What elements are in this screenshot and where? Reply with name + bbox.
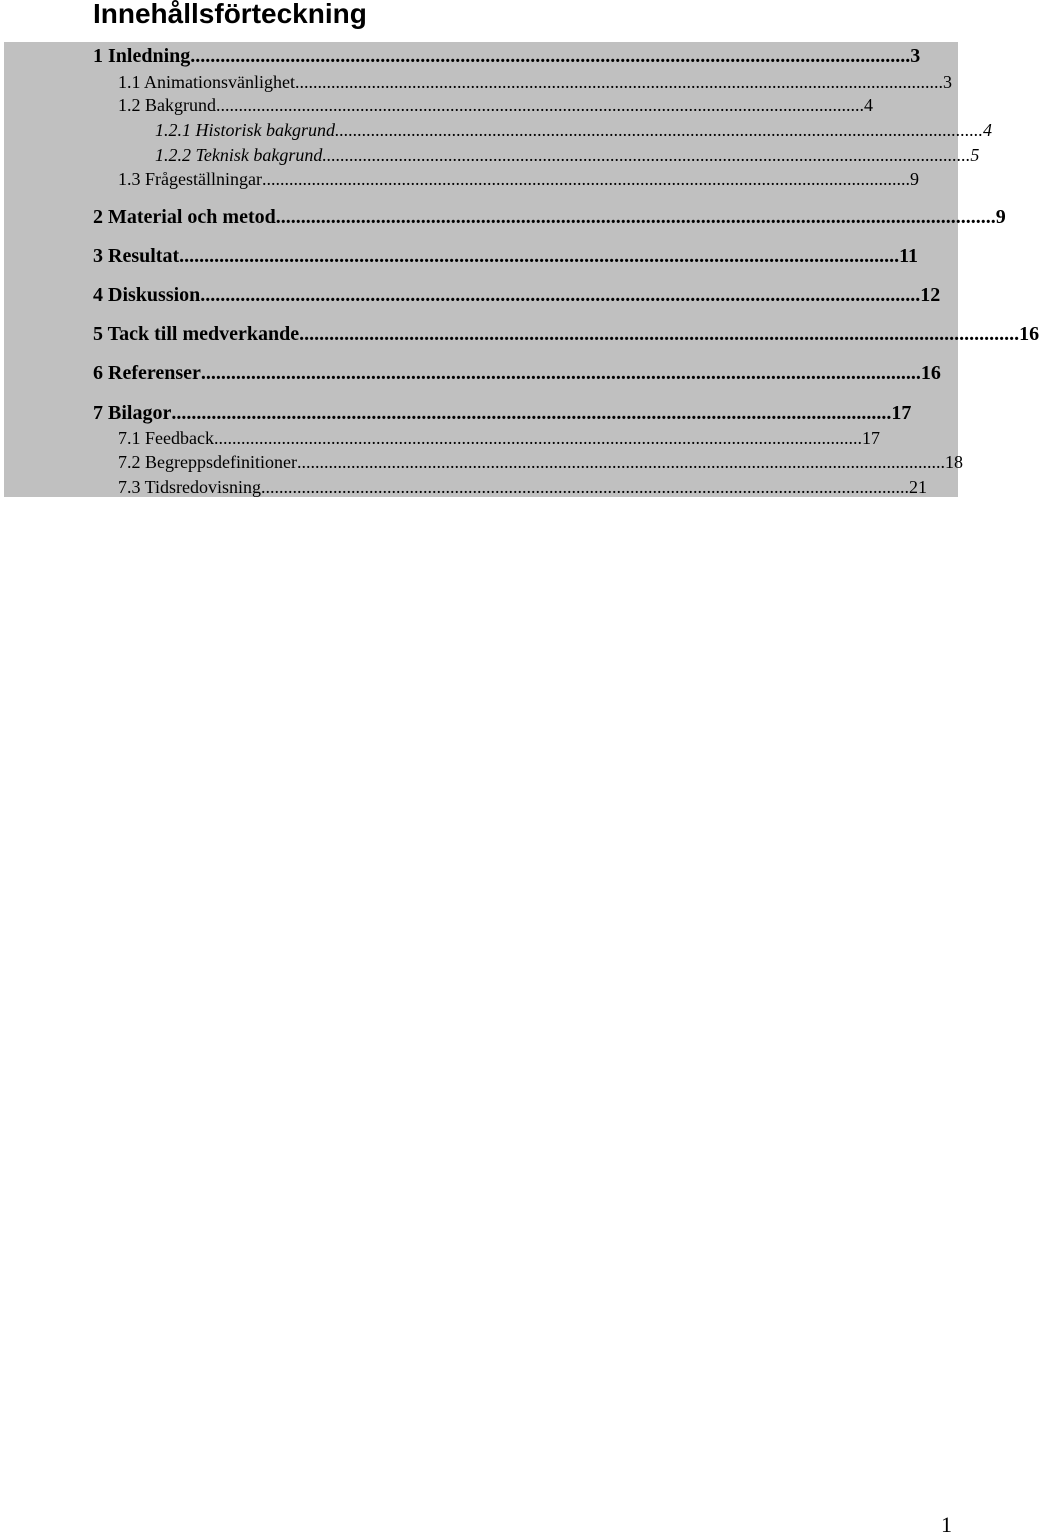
toc-entry-page: 21 xyxy=(909,477,928,497)
toc-entry-1-2-1[interactable] xyxy=(155,119,992,141)
toc-leader-dots: ................................................................................................................................................ xyxy=(299,323,1020,345)
toc-entry-page: 3 xyxy=(910,45,921,67)
toc-entry-page: 12 xyxy=(920,284,941,306)
toc-entry-page: 16 xyxy=(920,362,941,384)
toc-entry-page: 11 xyxy=(899,245,919,267)
toc-entry-label: 1.2.2 Teknisk bakgrund xyxy=(155,145,323,165)
toc-leader-dots: ................................................................................................................................................ xyxy=(200,284,921,306)
toc-entry-page: 4 xyxy=(864,95,873,115)
toc-entry-page: 4 xyxy=(983,120,992,140)
toc-entry-7-2[interactable] xyxy=(118,451,963,473)
toc-leader-dots: ................................................................................................................................................ xyxy=(200,362,921,384)
toc-leader-dots: ................................................................................................................................................ xyxy=(179,245,900,267)
toc-leader-dots: ................................................................................................................................................ xyxy=(322,145,971,165)
toc-entry-label: 7 Bilagor xyxy=(93,402,172,424)
toc-entry-6-referenser[interactable] xyxy=(93,361,941,385)
toc-entry-1-inledning[interactable] xyxy=(93,44,921,68)
toc-entry-label: 5 Tack till medverkande xyxy=(93,323,300,345)
toc-entry-7-bilagor[interactable] xyxy=(93,401,912,425)
toc-entry-page: 17 xyxy=(861,428,880,448)
toc-entry-1-3[interactable] xyxy=(118,168,919,190)
toc-entry-label: 4 Diskussion xyxy=(93,284,201,306)
toc-leader-dots: ................................................................................................................................................ xyxy=(261,169,910,189)
toc-entry-1-2-2[interactable] xyxy=(155,144,980,166)
toc-entry-1-1[interactable] xyxy=(118,71,952,93)
toc-entry-label: 7.2 Begreppsdefinitioner xyxy=(118,452,297,472)
toc-entry-label: 2 Material och metod xyxy=(93,206,276,228)
toc-leader-dots: ................................................................................................................................................ xyxy=(335,120,983,140)
toc-leader-dots: ................................................................................................................................................ xyxy=(275,206,996,228)
toc-entry-1-2[interactable] xyxy=(118,94,873,116)
toc-entry-label: 7.3 Tidsredovisning xyxy=(118,477,262,497)
toc-entry-4-diskussion[interactable] xyxy=(93,283,941,307)
toc-entry-5-tack-till-medverkande[interactable] xyxy=(93,322,1039,346)
toc-entry-label: 3 Resultat xyxy=(93,245,180,267)
toc-leader-dots: ................................................................................................................................................ xyxy=(213,428,862,448)
toc-entry-label: 1.2 Bakgrund xyxy=(118,95,216,115)
toc-entry-label: 7.1 Feedback xyxy=(118,428,214,448)
toc-entry-7-3[interactable] xyxy=(118,476,928,498)
toc-entry-label: 1 Inledning xyxy=(93,45,191,67)
toc-leader-dots: ................................................................................................................................................ xyxy=(190,45,911,67)
toc-entry-page: 5 xyxy=(970,145,980,165)
toc-entry-page: 18 xyxy=(944,452,963,472)
toc-entry-label: 1.1 Animationsvänlighet xyxy=(118,72,295,92)
toc-leader-dots: ................................................................................................................................................ xyxy=(296,452,945,472)
toc-leader-dots: ................................................................................................................................................ xyxy=(216,95,864,115)
toc-entry-page: 9 xyxy=(995,206,1006,228)
toc-entry-page: 17 xyxy=(891,402,912,424)
toc-entry-label: 1.3 Frågeställningar xyxy=(118,169,262,189)
toc-entry-2-material-och-metod[interactable] xyxy=(93,205,1006,229)
toc-leader-dots: ................................................................................................................................................ xyxy=(261,477,910,497)
toc-entry-7-1[interactable] xyxy=(118,427,880,449)
toc-leader-dots: ................................................................................................................................................ xyxy=(295,72,943,92)
toc-entry-page: 3 xyxy=(943,72,952,92)
page-number: 1 xyxy=(941,1512,952,1537)
toc-entry-label: 6 Referenser xyxy=(93,362,201,384)
toc-entry-3-resultat[interactable] xyxy=(93,244,919,268)
toc-entry-page: 16 xyxy=(1019,323,1039,345)
toc-leader-dots: ................................................................................................................................................ xyxy=(171,402,892,424)
toc-entry-page: 9 xyxy=(909,169,919,189)
toc-heading: Innehållsförteckning xyxy=(93,0,367,29)
toc-entry-label: 1.2.1 Historisk bakgrund xyxy=(155,120,335,140)
